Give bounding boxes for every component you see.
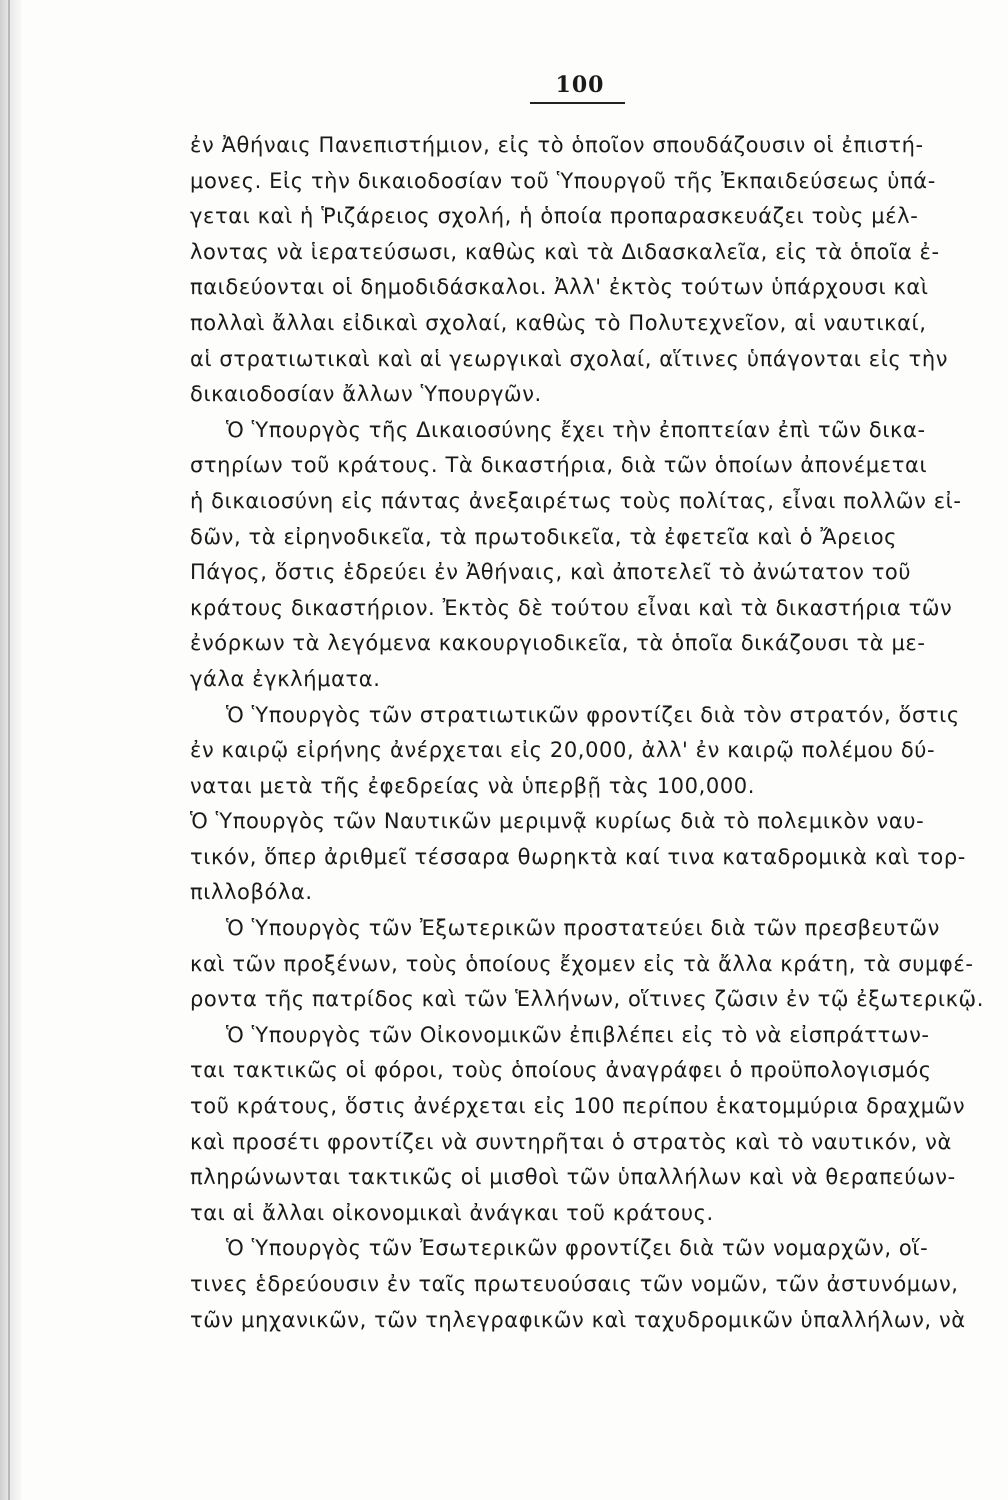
text-line-content: ροντα τῆς πατρίδος καὶ τῶν Ἑλλήνων, οἵτινες ζῶσιν ἐν τῷ ἐξωτερικῷ. (190, 987, 984, 1012)
text-line-content: λοντας νὰ ἱερατεύσωσι, καθὼς καὶ τὰ Διδασκαλεῖα, εἰς τὰ ὁποῖα ἐ- (190, 239, 940, 264)
text-line-content: γεται καὶ ἡ Ῥιζάρειος σχολή, ἡ ὁποία προπαρασκευάζει τοὺς μέλ- (190, 204, 919, 229)
text-line (190, 199, 990, 235)
text-line (190, 520, 990, 556)
text-line (190, 591, 990, 627)
text-line (190, 875, 990, 911)
text-line-content: δῶν, τὰ εἰρηνοδικεῖα, τὰ πρωτοδικεῖα, τὰ ἐφετεῖα καὶ ὁ Ἄρειος (190, 524, 898, 549)
text-line-content: ἡ δικαιοσύνη εἰς πάντας ἀνεξαιρέτως τοὺς πολίτας, εἶναι πολλῶν εἰ- (190, 488, 962, 513)
text-line (190, 555, 990, 591)
text-line-content: καὶ προσέτι φροντίζει νὰ συντηρῆται ὁ στρατὸς καὶ τὸ ναυτικόν, νὰ (190, 1129, 952, 1154)
text-line (190, 128, 990, 164)
text-line-content: γάλα ἐγκλήματα. (190, 666, 381, 691)
text-line (190, 804, 990, 840)
text-line (190, 1196, 990, 1232)
text-line (190, 164, 990, 200)
text-line (190, 733, 990, 769)
text-line-content: Ὁ Ὑπουργὸς τῆς Δικαιοσύνης ἔχει τὴν ἐποπτείαν ἐπὶ τῶν δικα- (226, 417, 926, 442)
page-binding-edge (0, 0, 22, 1500)
text-line (190, 1125, 990, 1161)
page-number-rule (530, 102, 625, 104)
text-line-content: παιδεύονται οἱ δημοδιδάσκαλοι. Ἀλλ' ἐκτὸς τούτων ὑπάρχουσι καὶ (190, 275, 929, 300)
text-line-content: Ὁ Ὑπουργὸς τῶν Ἐσωτερικῶν φροντίζει διὰ τῶν νομαρχῶν, οἵ- (226, 1236, 929, 1261)
text-line-content: μονες. Εἰς τὴν δικαιοδοσίαν τοῦ Ὑπουργοῦ τῆς Ἐκπαιδεύσεως ὑπά- (190, 168, 936, 193)
text-line-content: ται τακτικῶς οἱ φόροι, τοὺς ὁποίους ἀναγράφει ὁ προϋπολογισμός (190, 1058, 932, 1083)
text-line-content: τοῦ κράτους, ὅστις ἀνέρχεται εἰς 100 περίπου ἑκατομμύρια δραχμῶν (190, 1094, 966, 1119)
text-line-content: τινες ἑδρεύουσιν ἐν ταῖς πρωτευούσαις τῶν νομῶν, τῶν ἀστυνόμων, (190, 1272, 959, 1296)
text-line (190, 1089, 990, 1125)
text-line (190, 1267, 990, 1303)
text-line-content: δικαιοδοσίαν ἄλλων Ὑπουργῶν. (190, 382, 542, 407)
text-line-content: πληρώνωνται τακτικῶς οἱ μισθοὶ τῶν ὑπαλλήλων καὶ νὰ θεραπεύων- (190, 1165, 956, 1190)
text-line (190, 1160, 990, 1196)
text-line-content: ναται μετὰ τῆς ἐφεδρείας νὰ ὑπερβῇ τὰς 100,000. (190, 773, 756, 798)
text-line-content: κράτους δικαστήριον. Ἐκτὸς δὲ τούτου εἶναι καὶ τὰ δικαστήρια τῶν (190, 595, 953, 620)
text-line (190, 306, 990, 342)
text-line-content: πιλλοβόλα. (190, 880, 313, 905)
text-line-content: ἐν καιρῷ εἰρήνης ἀνέρχεται εἰς 20,000, ἀλλ' ἐν καιρῷ πολέμου δύ- (190, 738, 936, 763)
text-line-content: Ὁ Ὑπουργὸς τῶν Ναυτικῶν μεριμνᾷ κυρίως διὰ τὸ πολεμικὸν ναυ- (190, 809, 925, 834)
text-line (190, 270, 990, 306)
text-line (190, 840, 990, 876)
text-line (190, 698, 990, 734)
binding-shadow-line (8, 0, 10, 1500)
text-line (190, 911, 990, 947)
text-line-content: τικόν, ὅπερ ἀριθμεῖ τέσσαρα θωρηκτὰ καί τινα καταδρομικὰ καὶ τορ- (190, 844, 966, 869)
text-line (190, 947, 990, 983)
text-line-content: Ὁ Ὑπουργὸς τῶν Οἰκονομικῶν ἐπιβλέπει εἰς τὸ νὰ εἰσπράττων- (226, 1022, 930, 1047)
text-line-content: Πάγος, ὅστις ἑδρεύει ἐν Ἀθήναις, καὶ ἀποτελεῖ τὸ ἀνώτατον τοῦ (190, 560, 912, 585)
text-line (190, 1053, 990, 1089)
text-line (190, 413, 990, 449)
text-line (190, 235, 990, 271)
text-line (190, 484, 990, 520)
text-line (190, 626, 990, 662)
text-line (190, 769, 990, 805)
text-line-content: Ὁ Ὑπουργὸς τῶν στρατιωτικῶν φροντίζει διὰ τὸν στρατόν, ὅστις (226, 702, 960, 727)
text-line-content: αἱ στρατιωτικαὶ καὶ αἱ γεωργικαὶ σχολαί, αἵτινες ὑπάγονται εἰς τὴν (190, 346, 949, 371)
text-line (190, 982, 990, 1018)
text-line (190, 1303, 990, 1339)
body-text (190, 128, 990, 1338)
text-line-content: στηρίων τοῦ κράτους. Τὰ δικαστήρια, διὰ τῶν ὁποίων ἀπονέμεται (190, 453, 928, 478)
text-line-content: ἐν Ἀθήναις Πανεπιστήμιον, εἰς τὸ ὁποῖον σπουδάζουσιν οἱ ἐπιστή- (190, 133, 924, 157)
text-line-content: Ὁ Ὑπουργὸς τῶν Ἐξωτερικῶν προστατεύει διὰ τῶν πρεσβευτῶν (226, 916, 940, 941)
text-line-content: τῶν μηχανικῶν, τῶν τηλεγραφικῶν καὶ ταχυδρομικῶν ὑπαλλήλων, νὰ (190, 1307, 966, 1332)
text-line (190, 448, 990, 484)
text-line-content: πολλαὶ ἄλλαι εἰδικαὶ σχολαί, καθὼς τὸ Πολυτεχνεῖον, αἱ ναυτικαί, (190, 310, 927, 335)
text-line (190, 342, 990, 378)
text-line-content: καὶ τῶν προξένων, τοὺς ὁποίους ἔχομεν εἰς τὰ ἄλλα κράτη, τὰ συμφέ- (190, 951, 974, 976)
text-line (190, 1231, 990, 1267)
text-line (190, 1018, 990, 1054)
page-number: 100 (555, 72, 605, 98)
text-line (190, 377, 990, 413)
text-line-content: ἐνόρκων τὰ λεγόμενα κακουργιοδικεῖα, τὰ ὁποῖα δικάζουσι τὰ με- (190, 631, 926, 656)
text-line-content: ται αἱ ἄλλαι οἰκονομικαὶ ἀνάγκαι τοῦ κράτους. (190, 1200, 714, 1225)
text-line (190, 662, 990, 698)
